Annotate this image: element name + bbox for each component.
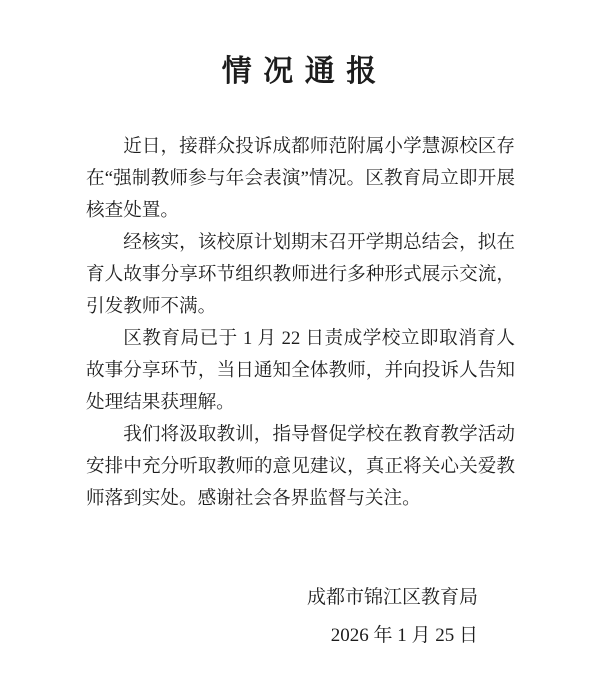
signature-block <box>0 579 478 655</box>
document-body <box>86 131 515 515</box>
signature-date: 2026 年 1 月 25 日 <box>330 625 478 646</box>
notice-paragraph-1: 近日，接群众投诉成都师范附属小学慧源校区存在“强制教师参与年会表演”情况。区教育局立即开展核查处置。 <box>86 136 515 221</box>
notice-paragraph-4: 我们将汲取教训，指导督促学校在教育教学活动安排中充分听取教师的意见建议，真正将关心关爱教师落到实处。感谢社会各界监督与关注。 <box>86 424 515 509</box>
notice-paragraph-3: 区教育局已于 1 月 22 日责成学校立即取消育人故事分享环节，当日通知全体教师，并向投诉人告知处理结果获理解。 <box>86 328 515 413</box>
notice-paragraph-2: 经核实，该校原计划期末召开学期总结会，拟在育人故事分享环节组织教师进行多种形式展示交流，引发教师不满。 <box>86 232 515 317</box>
document-title: 情 况 通 报 <box>221 55 379 88</box>
signature-issuer: 成都市锦江区教育局 <box>306 587 478 608</box>
